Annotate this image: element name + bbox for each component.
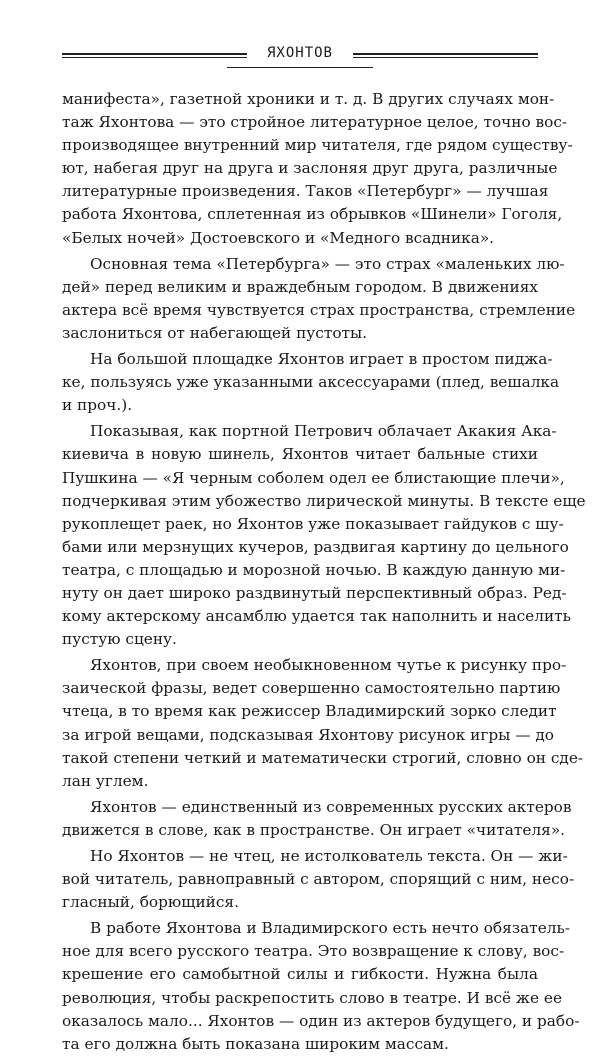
- text-line: нуту он дает широко раздвинутый перспективный образ. Ред-: [62, 583, 567, 602]
- text-line: киевича в новую шинель, Яхонтов читает бальные стихи: [62, 445, 538, 464]
- text-line: производящее внутренний мир читателя, где рядом существу-: [62, 136, 573, 155]
- text-line: работа Яхонтова, сплетенная из обрывков «Шинели» Гоголя,: [62, 205, 563, 224]
- text-line: На большой площадке Яхонтов играет в простом пиджа-: [90, 350, 553, 369]
- paragraph: [62, 654, 584, 793]
- paragraph: [62, 845, 575, 914]
- text-line: такой степени четкий и математически строгий, словно он сде-: [62, 748, 584, 767]
- running-header: [62, 44, 538, 68]
- text-line: ное для всего русского театра. Это возвращение к слову, вос-: [62, 942, 565, 961]
- paragraph: [62, 917, 580, 1056]
- text-line: манифеста», газетной хроники и т. д. В других случаях мон-: [62, 90, 555, 108]
- paragraph: [62, 88, 573, 250]
- text-line: заической фразы, ведет совершенно самостоятельно партию: [62, 679, 561, 698]
- header-rule-left: [62, 53, 247, 58]
- text-line: пустую сцену.: [62, 630, 177, 649]
- text-line: таж Яхонтова — это стройное литературное целое, точно вос-: [62, 113, 568, 132]
- text-line: за игрой вещами, подсказывая Яхонтову рисунок игры — до: [62, 725, 554, 744]
- text-line: театра, с площадью и морозной ночью. В каждую данную ми-: [62, 560, 566, 579]
- text-line: чтеца, в то время как режиссер Владимирский зорко следит: [62, 702, 557, 721]
- body-text: [62, 88, 586, 1056]
- text-line: движется в слове, как в пространстве. Он играет «читателя».: [62, 820, 566, 839]
- paragraph: [62, 796, 572, 842]
- text-line: лан углем.: [62, 771, 149, 790]
- text-line: та его должна быть показана широким массам.: [62, 1034, 449, 1053]
- text-line: кому актерскому ансамблю удается так наполнить и населить: [62, 607, 571, 626]
- text-line: В работе Яхонтова и Владимирского есть нечто обязатель-: [90, 919, 570, 938]
- text-line: Яхонтов — единственный из современных русских актеров: [90, 797, 572, 816]
- paragraph: [62, 348, 560, 417]
- text-line: Пушкина — «Я черным соболем одел ее блистающие плечи»,: [62, 468, 565, 487]
- paragraph: [62, 253, 576, 345]
- text-line: революция, чтобы раскрепостить слово в театре. И всё же ее: [62, 988, 563, 1007]
- text-line: оказалось мало... Яхонтов — один из актеров будущего, и рабо-: [62, 1011, 580, 1030]
- text-line: и проч.).: [62, 396, 133, 415]
- text-line: рукоплещет раек, но Яхонтов уже показывает гайдуков с шу-: [62, 514, 564, 533]
- text-line: бами или мерзнущих кучеров, раздвигая картину до цельного: [62, 537, 569, 556]
- header-underline: [227, 67, 373, 68]
- text-line: дей» перед великим и враждебным городом. В движениях: [62, 277, 538, 296]
- text-line: Яхонтов, при своем необыкновенном чутье к рисунку про-: [90, 656, 567, 675]
- text-line: «Белых ночей» Достоевского и «Медного всадника».: [62, 228, 495, 247]
- text-line: Основная тема «Петербурга» — это страх «маленьких лю-: [90, 254, 565, 273]
- text-line: гласный, борющийся.: [62, 893, 239, 912]
- text-line: ют, набегая друг на друга и заслоняя друг друга, различные: [62, 159, 558, 178]
- text-line: вой читатель, равноправный с автором, спорящий с ним, несо-: [62, 870, 575, 889]
- text-line: ке, пользуясь уже указанными аксессуарами (плед, вешалка: [62, 373, 560, 392]
- paragraph: [62, 420, 586, 651]
- text-line: подчеркивая этим убожество лирической минуты. В тексте еще: [62, 491, 586, 510]
- text-line: заслониться от набегающей пустоты.: [62, 323, 368, 342]
- text-line: Но Яхонтов — не чтец, не истолкователь текста. Он — жи-: [90, 847, 568, 865]
- text-line: Показывая, как портной Петрович облачает Акакия Ака-: [90, 422, 557, 441]
- text-line: крешение его самобытной силы и гибкости. Нужна была: [62, 965, 538, 984]
- text-line: литературные произведения. Таков «Петербург» — лучшая: [62, 182, 549, 201]
- header-rule-right: [353, 53, 538, 58]
- text-line: актера всё время чувствуется страх пространства, стремление: [62, 300, 576, 319]
- header-title: ЯХОНТОВ: [266, 45, 333, 61]
